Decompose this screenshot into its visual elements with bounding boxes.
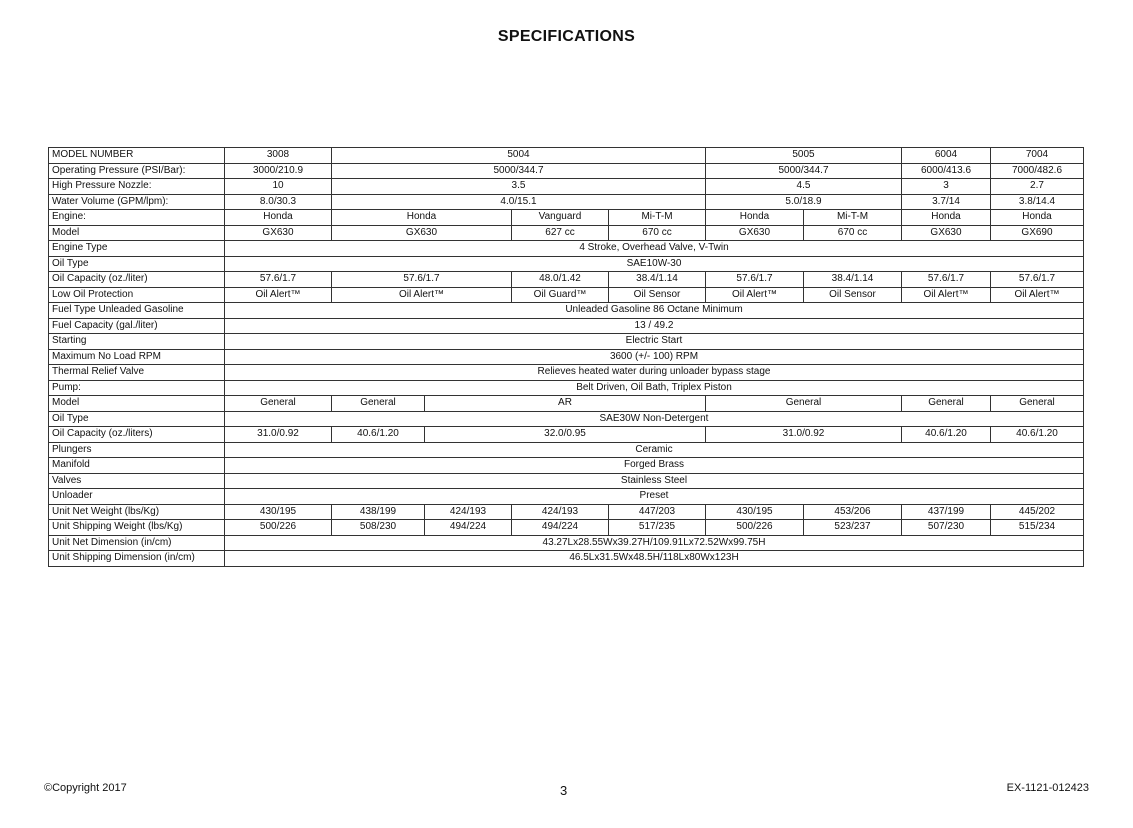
table-row	[49, 256, 1084, 272]
table-cell: 57.6/1.7	[991, 272, 1084, 288]
table-row	[49, 458, 1084, 474]
table-cell: 40.6/1.20	[902, 427, 991, 443]
row-label: Low Oil Protection	[49, 287, 225, 303]
table-cell: 38.4/1.14	[804, 272, 902, 288]
table-cell: 3.8/14.4	[991, 194, 1084, 210]
table-row	[49, 334, 1084, 350]
table-cell: 4 Stroke, Overhead Valve, V-Twin	[225, 241, 1084, 257]
table-cell: 57.6/1.7	[706, 272, 804, 288]
table-cell: 3.7/14	[902, 194, 991, 210]
table-row	[49, 380, 1084, 396]
table-cell: 437/199	[902, 504, 991, 520]
table-cell: GX630	[332, 225, 512, 241]
table-cell: 7004	[991, 148, 1084, 164]
row-label: Plungers	[49, 442, 225, 458]
table-cell: 5.0/18.9	[706, 194, 902, 210]
table-cell: 13 / 49.2	[225, 318, 1084, 334]
table-cell: Stainless Steel	[225, 473, 1084, 489]
table-row	[49, 225, 1084, 241]
document-code: EX-1121-012423	[1006, 782, 1089, 794]
table-row	[49, 303, 1084, 319]
row-label: Model	[49, 396, 225, 412]
row-label: Unit Shipping Dimension (in/cm)	[49, 551, 225, 567]
table-cell: 38.4/1.14	[609, 272, 706, 288]
row-label: Oil Capacity (oz./liter)	[49, 272, 225, 288]
table-row	[49, 318, 1084, 334]
table-cell: 670 cc	[609, 225, 706, 241]
table-row	[49, 504, 1084, 520]
table-cell: General	[991, 396, 1084, 412]
table-cell: 3	[902, 179, 991, 195]
table-cell: GX690	[991, 225, 1084, 241]
row-label: Pump:	[49, 380, 225, 396]
table-cell: Oil Alert™	[902, 287, 991, 303]
table-cell: 46.5Lx31.5Wx48.5H/118Lx80Wx123H	[225, 551, 1084, 567]
table-cell: Electric Start	[225, 334, 1084, 350]
table-cell: General	[902, 396, 991, 412]
table-cell: 40.6/1.20	[991, 427, 1084, 443]
table-row	[49, 194, 1084, 210]
table-cell: 453/206	[804, 504, 902, 520]
table-row	[49, 287, 1084, 303]
row-label: MODEL NUMBER	[49, 148, 225, 164]
table-cell: 57.6/1.7	[902, 272, 991, 288]
page-number: 3	[560, 783, 568, 798]
table-cell: 507/230	[902, 520, 991, 536]
table-cell: 5005	[706, 148, 902, 164]
table-cell: 8.0/30.3	[225, 194, 332, 210]
table-cell: 5000/344.7	[706, 163, 902, 179]
table-cell: GX630	[225, 225, 332, 241]
table-cell: Mi-T-M	[804, 210, 902, 226]
table-cell: 6000/413.6	[902, 163, 991, 179]
table-row	[49, 272, 1084, 288]
table-cell: Belt Driven, Oil Bath, Triplex Piston	[225, 380, 1084, 396]
table-row	[49, 520, 1084, 536]
row-label: Manifold	[49, 458, 225, 474]
row-label: Oil Type	[49, 411, 225, 427]
specifications-table-body	[49, 148, 1084, 567]
table-cell: 424/193	[512, 504, 609, 520]
table-cell: Oil Sensor	[804, 287, 902, 303]
copyright-text: ©Copyright 2017	[44, 782, 127, 794]
row-label: Unit Net Weight (lbs/Kg)	[49, 504, 225, 520]
table-cell: Ceramic	[225, 442, 1084, 458]
row-label: Oil Capacity (oz./liters)	[49, 427, 225, 443]
table-row	[49, 163, 1084, 179]
table-cell: 517/235	[609, 520, 706, 536]
table-cell: Forged Brass	[225, 458, 1084, 474]
row-label: Fuel Type Unleaded Gasoline	[49, 303, 225, 319]
row-label: Engine:	[49, 210, 225, 226]
row-label: Water Volume (GPM/lpm):	[49, 194, 225, 210]
table-cell: 3600 (+/- 100) RPM	[225, 349, 1084, 365]
table-row	[49, 365, 1084, 381]
table-cell: General	[706, 396, 902, 412]
table-cell: Honda	[902, 210, 991, 226]
table-row	[49, 148, 1084, 164]
row-label: Engine Type	[49, 241, 225, 257]
table-cell: 515/234	[991, 520, 1084, 536]
table-row	[49, 396, 1084, 412]
table-cell: Mi-T-M	[609, 210, 706, 226]
table-cell: 43.27Lx28.55Wx39.27H/109.91Lx72.52Wx99.75H	[225, 535, 1084, 551]
table-cell: 523/237	[804, 520, 902, 536]
page-title: SPECIFICATIONS	[497, 28, 636, 45]
table-cell: 31.0/0.92	[225, 427, 332, 443]
table-cell: Oil Alert™	[225, 287, 332, 303]
table-cell: 57.6/1.7	[225, 272, 332, 288]
table-cell: Honda	[991, 210, 1084, 226]
row-label: Maximum No Load RPM	[49, 349, 225, 365]
table-cell: 3.5	[332, 179, 706, 195]
table-cell: SAE30W Non-Detergent	[225, 411, 1084, 427]
table-cell: 3008	[225, 148, 332, 164]
row-label: High Pressure Nozzle:	[49, 179, 225, 195]
table-row	[49, 411, 1084, 427]
row-label: Thermal Relief Valve	[49, 365, 225, 381]
table-cell: 5000/344.7	[332, 163, 706, 179]
table-cell: General	[225, 396, 332, 412]
table-row	[49, 473, 1084, 489]
table-cell: 430/195	[706, 504, 804, 520]
table-cell: Relieves heated water during unloader bypass stage	[225, 365, 1084, 381]
table-cell: 670 cc	[804, 225, 902, 241]
table-cell: 494/224	[512, 520, 609, 536]
table-row	[49, 427, 1084, 443]
table-cell: AR	[425, 396, 706, 412]
row-label: Starting	[49, 334, 225, 350]
table-cell: 6004	[902, 148, 991, 164]
table-cell: Vanguard	[512, 210, 609, 226]
table-cell: Oil Alert™	[332, 287, 512, 303]
table-row	[49, 241, 1084, 257]
table-cell: Oil Sensor	[609, 287, 706, 303]
table-cell: Preset	[225, 489, 1084, 505]
row-label: Unit Net Dimension (in/cm)	[49, 535, 225, 551]
table-row	[49, 179, 1084, 195]
row-label: Valves	[49, 473, 225, 489]
table-cell: 3000/210.9	[225, 163, 332, 179]
table-cell: 627 cc	[512, 225, 609, 241]
row-label: Unit Shipping Weight (lbs/Kg)	[49, 520, 225, 536]
table-cell: Oil Alert™	[991, 287, 1084, 303]
table-cell: 2.7	[991, 179, 1084, 195]
table-cell: Honda	[706, 210, 804, 226]
table-cell: 500/226	[225, 520, 332, 536]
table-cell: 7000/482.6	[991, 163, 1084, 179]
table-cell: GX630	[902, 225, 991, 241]
table-cell: 494/224	[425, 520, 512, 536]
table-cell: 40.6/1.20	[332, 427, 425, 443]
table-cell: 445/202	[991, 504, 1084, 520]
table-row	[49, 535, 1084, 551]
row-label: Unloader	[49, 489, 225, 505]
table-cell: 31.0/0.92	[706, 427, 902, 443]
table-cell: GX630	[706, 225, 804, 241]
table-cell: 430/195	[225, 504, 332, 520]
row-label: Model	[49, 225, 225, 241]
table-cell: 48.0/1.42	[512, 272, 609, 288]
table-cell: 5004	[332, 148, 706, 164]
table-cell: Unleaded Gasoline 86 Octane Minimum	[225, 303, 1084, 319]
table-cell: General	[332, 396, 425, 412]
table-row	[49, 442, 1084, 458]
table-row	[49, 349, 1084, 365]
table-cell: SAE10W-30	[225, 256, 1084, 272]
table-row	[49, 489, 1084, 505]
specifications-table	[48, 147, 1084, 567]
table-cell: 438/199	[332, 504, 425, 520]
table-cell: 424/193	[425, 504, 512, 520]
table-cell: 10	[225, 179, 332, 195]
row-label: Oil Type	[49, 256, 225, 272]
table-cell: 4.0/15.1	[332, 194, 706, 210]
row-label: Operating Pressure (PSI/Bar):	[49, 163, 225, 179]
table-cell: Honda	[332, 210, 512, 226]
table-cell: 32.0/0.95	[425, 427, 706, 443]
table-cell: Oil Guard™	[512, 287, 609, 303]
table-row	[49, 210, 1084, 226]
table-cell: 4.5	[706, 179, 902, 195]
row-label: Fuel Capacity (gal./liter)	[49, 318, 225, 334]
table-cell: 447/203	[609, 504, 706, 520]
table-row	[49, 551, 1084, 567]
table-cell: Honda	[225, 210, 332, 226]
table-cell: 500/226	[706, 520, 804, 536]
table-cell: 508/230	[332, 520, 425, 536]
table-cell: 57.6/1.7	[332, 272, 512, 288]
table-cell: Oil Alert™	[706, 287, 804, 303]
